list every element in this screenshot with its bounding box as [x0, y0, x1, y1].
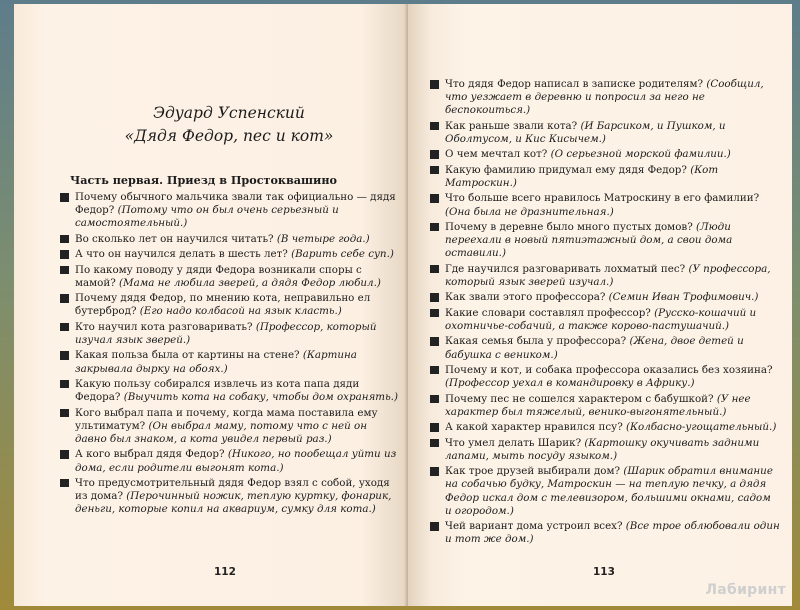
question-text: О чем мечтал кот? [445, 148, 548, 161]
answer-text: (Сообщил, что уезжает в деревню и попросил за него не беспокоиться.) [445, 78, 764, 117]
question-text: Кто научил кота разговаривать? [75, 320, 253, 333]
question-item [60, 248, 398, 261]
bullet-square-icon [60, 409, 69, 418]
answer-text: (Люди переехали в новый пятиэтажный дом, а свои дома оставили.) [445, 220, 733, 260]
bullet-square-icon [430, 395, 439, 404]
question-text: Почему в деревне было много пустых домов? [445, 220, 693, 233]
book-heading [60, 102, 398, 148]
answer-text: (Он выбрал маму, потому что с ней он давно был знаком, а кота увидел первый раз.) [75, 419, 367, 445]
question-item [60, 407, 398, 447]
answer-text: (Картошку окучивать задними лапами, мыть посуду языком.) [445, 436, 760, 462]
question-text: Как раньше звали кота? [445, 119, 578, 132]
question-text: Где научился разговаривать лохматый пес? [445, 262, 686, 275]
bullet-square-icon [430, 337, 439, 346]
bullet-square-icon [60, 266, 69, 275]
bullet-square-icon [60, 380, 69, 389]
bullet-square-icon [430, 522, 439, 531]
question-text: Какую пользу собирался извлечь из кота папа дяди Федора? [75, 377, 360, 404]
question-item [60, 378, 398, 404]
question-item [60, 349, 398, 375]
answer-text: (Перочинный ножик, теплую куртку, фонарик, деньги, которые копил на аквариум, сумку для кота.) [75, 490, 392, 516]
question-text: Какую фамилию придумал ему дядя Федор? [445, 163, 687, 176]
answer-text: (Потому что он был очень серьезный и самостоятельный.) [75, 204, 339, 230]
answer-text: (Все трое облюбовали один и тот же дом.) [445, 520, 780, 546]
author-name: Эдуард Успенский [153, 104, 305, 122]
question-list-left [60, 191, 398, 517]
bullet-square-icon [60, 193, 69, 202]
answer-text: (О серьезной морской фамилии.) [550, 148, 731, 161]
answer-text: (Профессор, который изучал язык зверей.) [75, 320, 377, 346]
bullet-square-icon [60, 235, 69, 244]
right-page [408, 4, 792, 606]
bullet-square-icon [430, 122, 439, 131]
question-text: Почему обычного мальчика звали так официально — дядя Федор? [75, 191, 396, 217]
question-text: По какому поводу у дяди Федора возникали споры с мамой? [75, 263, 362, 289]
question-item [430, 120, 780, 146]
bullet-square-icon [60, 450, 69, 459]
answer-text: (Его надо колбасой на язык класть.) [139, 305, 342, 318]
left-page [14, 4, 408, 606]
answer-text: (И Барсиком, и Пушком, и Оболтусом, и Кис Кисычем.) [445, 119, 726, 145]
question-item [430, 78, 780, 118]
question-item [430, 335, 780, 361]
bullet-square-icon [60, 294, 69, 303]
question-item [430, 164, 780, 190]
question-item [430, 291, 780, 304]
question-item [60, 321, 398, 347]
question-item [60, 292, 398, 318]
question-item [430, 520, 780, 546]
publisher-watermark: Лабиринт [705, 582, 786, 598]
answer-text: (Профессор уехал в командировку в Африку.) [445, 377, 695, 390]
bullet-square-icon [60, 479, 69, 488]
answer-text: (Колбасно-угощательный.) [626, 421, 777, 434]
bullet-square-icon [430, 223, 439, 232]
question-item [60, 191, 398, 231]
question-item [430, 437, 780, 463]
question-text: А какой характер нравился псу? [445, 421, 623, 434]
bullet-square-icon [430, 467, 439, 476]
question-text: Чей вариант дома устроил всех? [445, 520, 623, 533]
answer-text: (Семин Иван Трофимович.) [608, 291, 759, 304]
question-item [430, 263, 780, 289]
answer-text: (Картина закрывала дырку на обоях.) [75, 349, 357, 375]
question-list-right [430, 78, 780, 547]
question-item [430, 221, 780, 261]
question-text: Во сколько лет он научился читать? [75, 232, 274, 245]
question-text: Что больше всего нравилось Матроскину в его фамилии? [445, 192, 760, 205]
answer-text: (Кот Матроскин.) [445, 163, 719, 189]
bullet-square-icon [430, 439, 439, 448]
question-item [430, 364, 780, 390]
question-item [60, 264, 398, 290]
bullet-square-icon [430, 194, 439, 203]
question-item [60, 448, 398, 474]
question-item [430, 192, 780, 218]
page-number-left: 112 [214, 566, 236, 578]
question-text: Как звали этого профессора? [445, 291, 606, 304]
question-text: Что умел делать Шарик? [445, 436, 582, 449]
bullet-square-icon [60, 351, 69, 360]
question-text: А что он научился делать в шесть лет? [75, 248, 288, 261]
bullet-square-icon [430, 80, 439, 89]
answer-text: (Она была не дразнительная.) [445, 205, 614, 218]
bullet-square-icon [430, 423, 439, 432]
bullet-square-icon [430, 309, 439, 318]
question-text: Почему и кот, и собака профессора оказались без хозяина? [445, 363, 773, 376]
question-text: Что дядя Федор написал в записке родителям? [445, 78, 704, 90]
answer-text: (У профессора, который язык зверей изучал.) [445, 262, 771, 288]
answer-text: (Шарик обратил внимание на собачью будку, Матроскин — на теплую печку, а дядя Федор искал дом с телевизором, большими окнами, садом и огородом.) [445, 465, 773, 517]
answer-text: (Никого, но пообещал уйти из дома, если родители выгонят кота.) [75, 448, 397, 474]
answer-text: (Мама не любила зверей, а дядя Федор любил.) [119, 276, 381, 289]
question-item [60, 477, 398, 517]
bullet-square-icon [430, 366, 439, 375]
part-heading: Часть первая. Приезд в Простоквашино [70, 173, 337, 187]
question-text: Какая польза была от картины на стене? [75, 349, 300, 362]
answer-text: (В четыре года.) [276, 232, 370, 245]
question-item [430, 421, 780, 434]
book-title: «Дядя Федор, пес и кот» [124, 127, 334, 145]
question-text: Какая семья была у профессора? [445, 335, 627, 348]
question-text: Какие словари составлял профессор? [445, 306, 651, 319]
bullet-square-icon [60, 250, 69, 259]
question-item [430, 307, 780, 333]
answer-text: (Варить себе суп.) [291, 248, 394, 261]
answer-text: (Выучить кота на собаку, чтобы дом охранять.) [123, 391, 398, 404]
question-item [430, 465, 780, 518]
question-text: Почему дядя Федор, по мнению кота, неправильно ел бутерброд? [75, 292, 371, 318]
question-text: Что предусмотрительный дядя Федор взял с собой, уходя из дома? [75, 476, 390, 503]
answer-text: (Жена, двое детей и бабушка с веником.) [445, 335, 744, 361]
question-item [430, 393, 780, 419]
bullet-square-icon [430, 265, 439, 274]
question-item [430, 148, 780, 161]
question-text: Кого выбрал папа и почему, когда мама поставила ему ультиматум? [75, 406, 378, 432]
question-text: Как трое друзей выбирали дом? [445, 465, 621, 478]
question-text: А кого выбрал дядя Федор? [75, 448, 225, 461]
bullet-square-icon [430, 166, 439, 175]
bullet-square-icon [430, 150, 439, 159]
answer-text: (У нее характер был тяжелый, венико-выгонятельный.) [445, 392, 751, 418]
question-text: Почему пес не сошелся характером с бабушкой? [445, 392, 714, 405]
answer-text: (Русско-кошачий и охотничье-собачий, а также корово-пастушачий.) [445, 306, 757, 332]
bullet-square-icon [60, 323, 69, 332]
page-number-right: 113 [593, 566, 615, 578]
bullet-square-icon [430, 293, 439, 302]
question-item [60, 233, 398, 246]
